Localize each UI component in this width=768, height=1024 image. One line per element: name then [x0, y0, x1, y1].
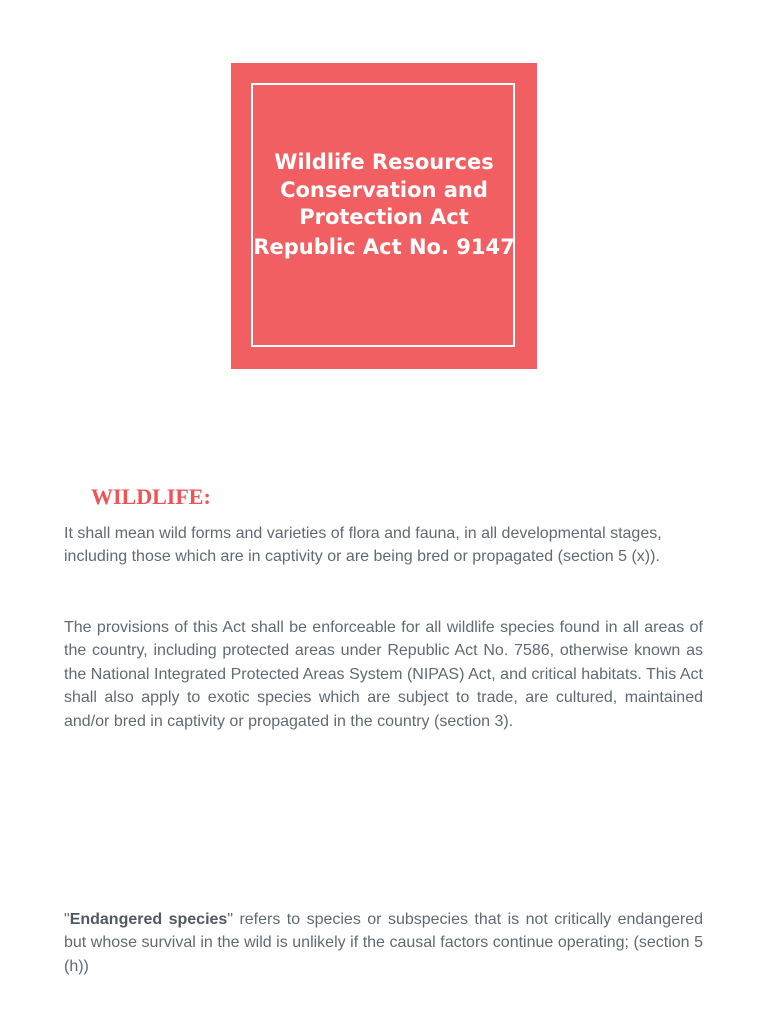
cover-subtitle: Republic Act No. 9147 — [253, 235, 515, 259]
cover-title: Wildlife Resources Conservation and Protection Act — [274, 150, 494, 229]
endangered-species-definition: " refers to species or subspecies that is not critically endangered but whose survival in the wild is unlikely if the causal factors continue operating; (section 5 (h)) — [64, 911, 703, 975]
wildlife-definition-paragraph: It shall mean wild forms and varieties of flora and fauna, in all developmental stages, including those which are in captivity or are being bred or propagated (section 5 (x)). — [64, 525, 662, 566]
scope-paragraph: The provisions of this Act shall be enforceable for all wildlife species found in all areas of the country, including protected areas under Republic Act No. 7586, otherwise known as the National Integrated Protected Areas System (NIPAS) Act, and critical habitats. This Act shall also apply to exotic species which are subject to trade, are cultured, maintained and/or bred in captivity or propagated in the country (section 3). — [64, 619, 703, 730]
endangered-species-paragraph — [64, 908, 703, 978]
open-quote: " — [64, 911, 70, 928]
endangered-species-term: Endangered species — [69, 911, 228, 928]
section-heading: WILDLIFE: — [91, 484, 211, 509]
cover-box — [231, 63, 537, 369]
